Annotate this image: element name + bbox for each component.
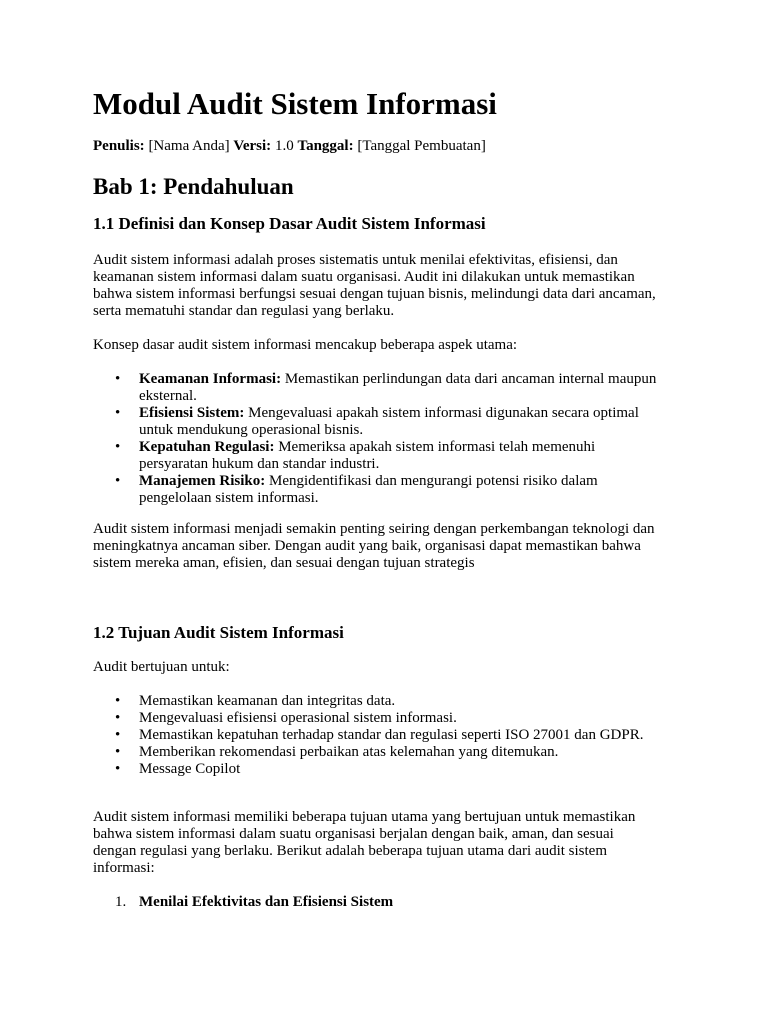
aspect-label: Kepatuhan Regulasi: [139, 439, 275, 455]
paragraph-line: Audit sistem informasi adalah proses sistematis untuk menilai efektivitas, efisiensi, dan [93, 252, 618, 268]
numbered-item-label: Menilai Efektivitas dan Efisiensi Sistem [139, 894, 394, 910]
list-item [93, 473, 683, 507]
aspect-text: Mengevaluasi apakah sistem informasi digunakan secara optimal [244, 405, 639, 421]
aspect-text: Memastikan perlindungan data dari ancaman internal maupun [281, 371, 657, 387]
chapter-heading: Bab 1: Pendahuluan [93, 174, 294, 199]
definition-paragraph [93, 252, 683, 320]
version-value: 1.0 [271, 138, 298, 154]
goals-paragraph [93, 809, 683, 877]
paragraph-line: keamanan sistem informasi dalam suatu organisasi. Audit ini dilakukan untuk memastikan [93, 269, 635, 285]
aspect-label: Efisiensi Sistem: [139, 405, 245, 421]
paragraph-line: dengan regulasi yang berlaku. Berikut adalah beberapa tujuan utama dari audit sistem [93, 843, 607, 859]
date-label: Tanggal: [297, 138, 354, 154]
numbered-goals-list [93, 894, 683, 911]
paragraph-line: Audit sistem informasi memiliki beberapa tujuan utama yang bertujuan untuk memastikan [93, 809, 636, 825]
section-heading-1-2: 1.2 Tujuan Audit Sistem Informasi [93, 623, 344, 642]
aspect-text: persyaratan hukum dan standar industri. [139, 456, 380, 472]
list-item: • Message Copilot [93, 761, 683, 778]
aspect-text: eksternal. [139, 388, 197, 404]
paragraph-line: Audit sistem informasi menjadi semakin penting seiring dengan perkembangan teknologi dan [93, 521, 655, 537]
paragraph-line: meningkatnya ancaman siber. Dengan audit yang baik, organisasi dapat memastikan bahwa [93, 538, 641, 554]
aspect-label: Manajemen Risiko: [139, 473, 266, 489]
paragraph-line: bahwa sistem informasi dalam suatu organisasi berjalan dengan baik, aman, dan sesuai [93, 826, 614, 842]
list-item: • Mengevaluasi efisiensi operasional sistem informasi. [93, 710, 683, 727]
concept-intro-paragraph: Konsep dasar audit sistem informasi mencakup beberapa aspek utama: [93, 337, 518, 353]
aspect-text: Mengidentifikasi dan mengurangi potensi risiko dalam [265, 473, 598, 489]
aspect-label: Keamanan Informasi: [139, 371, 282, 387]
aspect-text: Memeriksa apakah sistem informasi telah memenuhi [274, 439, 596, 455]
aspect-text: pengelolaan sistem informasi. [139, 490, 319, 506]
paragraph-line: informasi: [93, 860, 155, 876]
author-value: [Nama Anda] [144, 138, 234, 154]
section-heading-1-1: 1.1 Definisi dan Konsep Dasar Audit Sistem Informasi [93, 214, 486, 233]
list-item [93, 894, 683, 911]
list-item: • Memastikan kepatuhan terhadap standar dan regulasi seperti ISO 27001 dan GDPR. [93, 727, 683, 744]
author-label: Penulis: [93, 138, 145, 154]
list-number: 1. [115, 894, 127, 910]
list-item: • Memberikan rekomendasi perbaikan atas kelemahan yang ditemukan. [93, 744, 683, 761]
document-meta [93, 137, 486, 155]
aspect-text: untuk mendukung operasional bisnis. [139, 422, 364, 438]
paragraph-line: serta mematuhi standar dan regulasi yang berlaku. [93, 303, 395, 319]
list-item [93, 405, 683, 439]
paragraph-line: bahwa sistem informasi berfungsi sesuai dengan tujuan bisnis, melindungi data dari ancaman, [93, 286, 656, 302]
goals-list [93, 693, 683, 778]
list-item [93, 439, 683, 473]
version-label: Versi: [233, 138, 272, 154]
document-title: Modul Audit Sistem Informasi [93, 86, 497, 121]
list-item: • Memastikan keamanan dan integritas data. [93, 693, 683, 710]
aspects-list [93, 371, 683, 507]
list-item [93, 371, 683, 405]
paragraph-line: sistem mereka aman, efisien, dan sesuai dengan tujuan strategis [93, 555, 475, 571]
importance-paragraph [93, 521, 683, 572]
goals-intro-paragraph: Audit bertujuan untuk: [93, 659, 230, 675]
date-value: [Tanggal Pembuatan] [353, 138, 486, 154]
